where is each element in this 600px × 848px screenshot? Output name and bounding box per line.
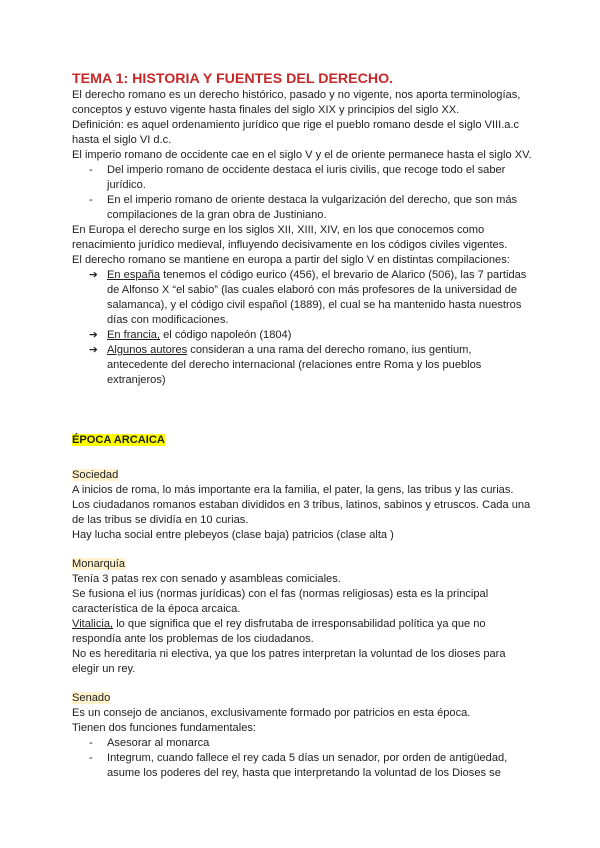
- list-item-text: el código napoleón (1804): [160, 329, 292, 341]
- empire-fall-paragraph: El imperio romano de occidente cae en el siglo V y el de oriente permanece hasta el siglo XV.: [72, 149, 532, 161]
- list-item: - Integrum, cuando fallece el rey cada 5 días un senador, por orden de antigüedad, asume los poderes del rey, hasta que interpretando la voluntad de los Dioses se: [72, 751, 532, 781]
- subsection-title: Senado: [72, 692, 111, 704]
- monarquia-paragraph: No es hereditaria ni electiva, ya que los patres interpretan la voluntad de los dioses para elegir un rey.: [72, 648, 506, 675]
- list-item-lead: En españa: [107, 269, 161, 281]
- monarquia-paragraph: Se fusiona el ius (normas jurídicas) con el fas (normas religiosas) esta es la principal característica de la época arcaica.: [72, 588, 489, 615]
- arrow-right-icon: ➔: [89, 344, 98, 356]
- funciones-list: [72, 736, 532, 781]
- compilaciones-list: [72, 268, 532, 388]
- list-item: - Asesorar al monarca: [72, 736, 532, 751]
- senado-paragraph: Tienen dos funciones fundamentales:: [72, 722, 256, 734]
- section-heading: [72, 433, 532, 448]
- list-item: [72, 268, 532, 328]
- list-item-text: consideran a una rama del derecho romano, ius gentium, antecedente del derecho internacional (relaciones entre Roma y los pueblos extranjeros): [107, 344, 482, 386]
- list-item: [72, 328, 532, 343]
- list-item: - Del imperio romano de occidente destaca el iuris civilis, que recoge todo el saber jurídico.: [72, 163, 532, 193]
- vitalicia-lead: Vitalicia,: [72, 618, 114, 630]
- vitalicia-paragraph: [72, 617, 532, 647]
- subsection-title: Monarquía: [72, 558, 126, 570]
- vitalicia-text: lo que significa que el rey disfrutaba de irresponsabilidad política ya que no respondía ante los problemas de los ciudadanos.: [72, 618, 486, 645]
- monarquia-section: [72, 557, 532, 677]
- sociedad-paragraph: A inicios de roma, lo más importante era la familia, el pater, la gens, las tribus y las curias. Los ciudadanos romanos estaban divididos en 3 tribus, latinos, sabinos y etruscos. Cada una de las tribus se dividía en 10 curias.: [72, 484, 531, 526]
- sociedad-section: [72, 468, 532, 543]
- imperio-list: [72, 163, 532, 223]
- list-item-lead: Algunos autores: [107, 344, 188, 356]
- subsection-title: Sociedad: [72, 469, 119, 481]
- monarquia-paragraph: Tenía 3 patas rex con senado y asambleas comiciales.: [72, 573, 341, 585]
- list-item: - En el imperio romano de oriente destaca la vulgarización del derecho, que son más compilaciones de la gran obra de Justiniano.: [72, 193, 532, 223]
- senado-paragraph: Es un consejo de ancianos, exclusivamente formado por patricios en esta época.: [72, 707, 471, 719]
- europa-paragraph: En Europa el derecho surge en los siglos XII, XIII, XIV, en los que conocemos como renacimiento jurídico medieval, influyendo decisivamente en los códigos civiles vigentes.: [72, 224, 508, 251]
- intro-paragraph: El derecho romano es un derecho histórico, pasado y no vigente, nos aporta terminologías, conceptos y estuvo vigente hasta finales del siglo XIX y principios del siglo XX.: [72, 89, 521, 116]
- list-item: [72, 343, 532, 388]
- document-title: TEMA 1: HISTORIA Y FUENTES DEL DERECHO.: [72, 71, 394, 87]
- document-page: [72, 70, 532, 781]
- arrow-right-icon: ➔: [89, 269, 98, 281]
- definition-paragraph: Definición: es aquel ordenamiento jurídico que rige el pueblo romano desde el siglo VIII.a.c hasta el siglo VI d.c.: [72, 119, 520, 146]
- sociedad-paragraph: Hay lucha social entre plebeyos (clase baja) patricios (clase alta ): [72, 529, 394, 541]
- list-item-lead: En francia,: [107, 329, 161, 341]
- senado-section: [72, 691, 532, 781]
- list-item-text: tenemos el código eurico (456), el brevario de Alarico (506), las 7 partidas de Alfonso X “el sabio” (las cuales elaboró con más profesores de la universidad de salamanca), y el código civil español (1889), el cual se ha mantenido hasta nuestros días con modificaciones.: [107, 269, 527, 326]
- arrow-right-icon: ➔: [89, 329, 98, 341]
- section-title: ÉPOCA ARCAICA: [72, 434, 165, 446]
- compilaciones-intro: El derecho romano se mantiene en europa a partir del siglo V en distintas compilaciones:: [72, 254, 510, 266]
